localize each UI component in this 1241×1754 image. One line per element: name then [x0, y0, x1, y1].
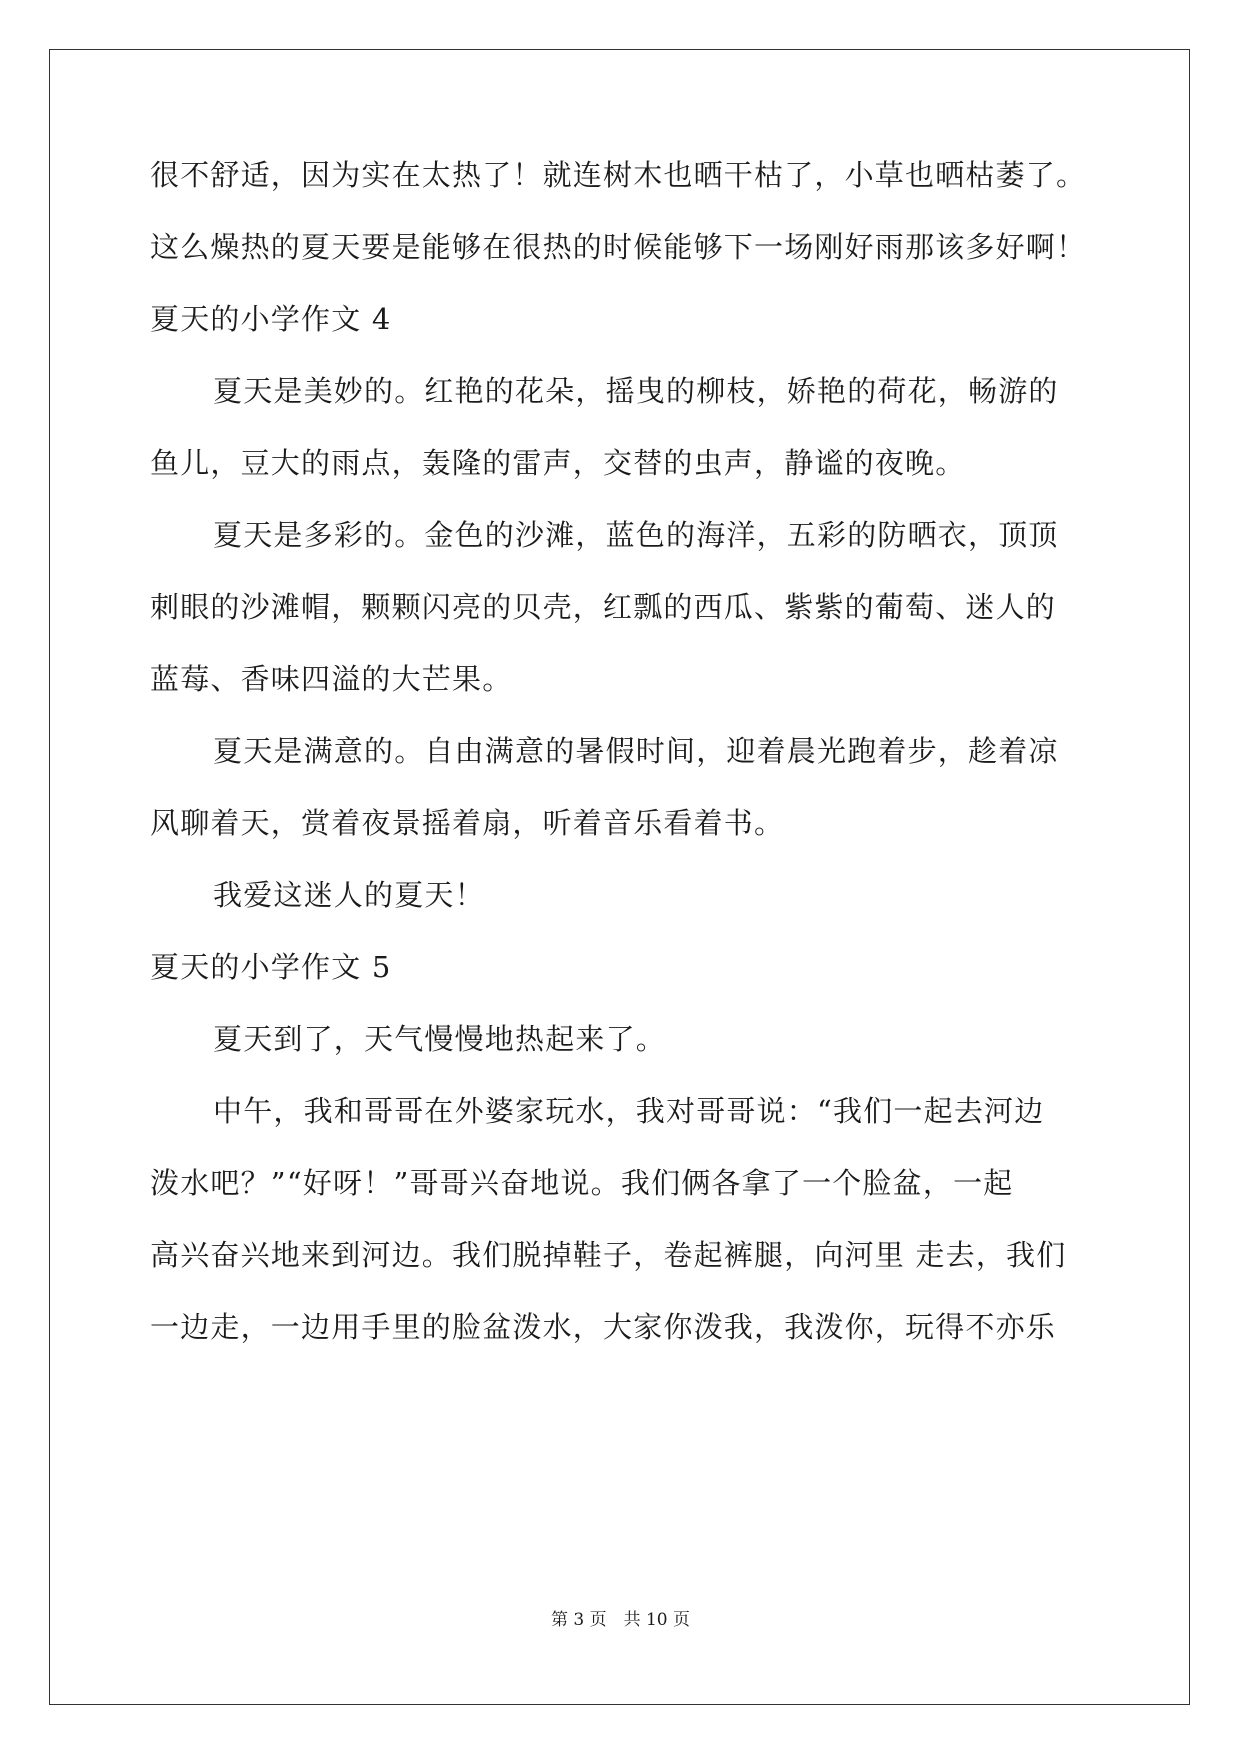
paragraph-line: 我爱这迷人的夏天！	[213, 878, 485, 912]
section-heading: 夏天的小学作文 5	[150, 950, 392, 984]
paragraph-line: 夏天到了，天气慢慢地热起来了。	[213, 1022, 667, 1056]
text-line: 蓝莓、香味四溢的大芒果。	[150, 662, 513, 696]
paragraph-line: 夏天是多彩的。金色的沙滩，蓝色的海洋，五彩的防晒衣，顶顶	[213, 518, 1059, 552]
paragraph-line: 夏天是满意的。自由满意的暑假时间，迎着晨光跑着步，趁着凉	[213, 734, 1059, 768]
text-line: 鱼儿，豆大的雨点，轰隆的雷声，交替的虫声，静谧的夜晚。	[150, 446, 966, 480]
text-line: 这么燥热的夏天要是能够在很热的时候能够下一场刚好雨那该多好啊！	[150, 230, 1087, 264]
page-number-footer: 第 3 页 共 10 页	[550, 1610, 691, 1630]
text-line: 泼水吧？”“好呀！”哥哥兴奋地说。我们俩各拿了一个脸盆，一起	[150, 1166, 1014, 1200]
text-line: 一边走，一边用手里的脸盆泼水，大家你泼我，我泼你，玩得不亦乐	[150, 1310, 1057, 1344]
paragraph-line: 中午，我和哥哥在外婆家玩水，我对哥哥说：“我们一起去河边	[213, 1094, 1045, 1128]
section-heading: 夏天的小学作文 4	[150, 302, 392, 336]
paragraph-line: 夏天是美妙的。红艳的花朵，摇曳的柳枝，娇艳的荷花，畅游的	[213, 374, 1059, 408]
text-line: 很不舒适，因为实在太热了！就连树木也晒干枯了，小草也晒枯萎了。	[150, 158, 1087, 192]
text-line: 风聊着天，赏着夜景摇着扇，听着音乐看着书。	[150, 806, 785, 840]
text-line: 刺眼的沙滩帽，颗颗闪亮的贝壳，红瓢的西瓜、紫紫的葡萄、迷人的	[150, 590, 1057, 624]
text-line: 高兴奋兴地来到河边。我们脱掉鞋子，卷起裤腿，向河里 走去，我们	[150, 1238, 1067, 1272]
